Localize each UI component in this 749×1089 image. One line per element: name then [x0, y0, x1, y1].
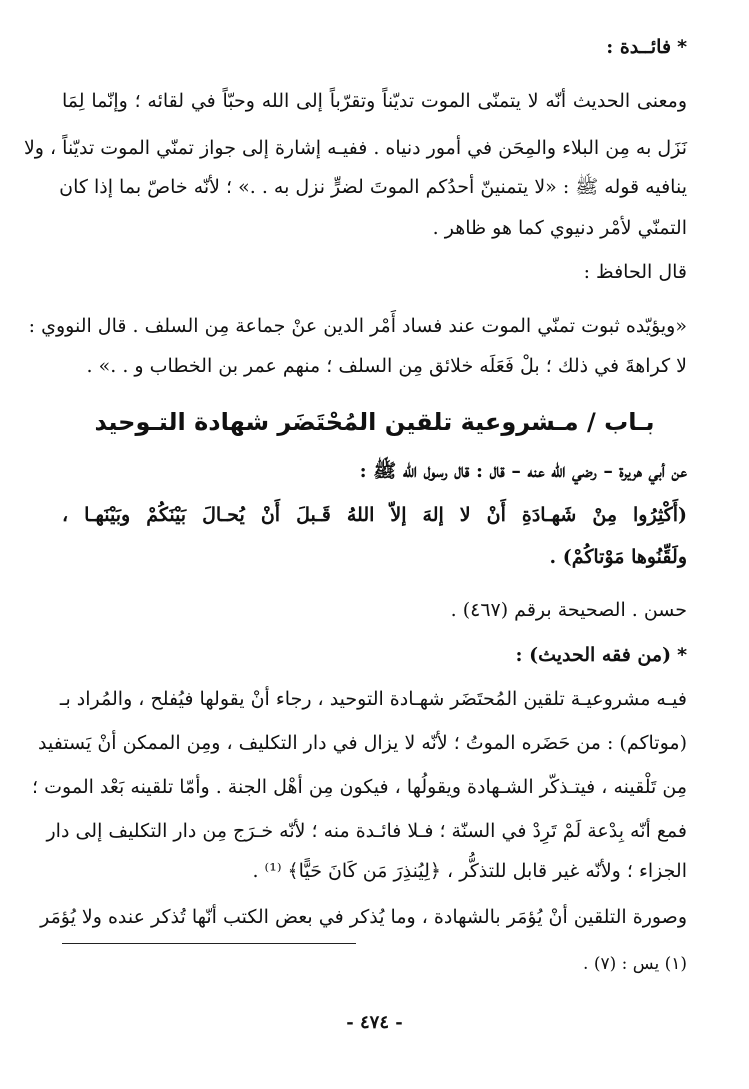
fiqh-line-3: مِن تَلْقينه ، فيتـذكّر الشـهادة ويقولُها ، فيكون مِن أهْل الجنة . وأمّا تلقينه بَعْد الموت ؛ [32, 776, 687, 798]
fayda-line-3: ينافيه قوله ﷺ : «لا يتمنينّ أحدُكم الموتَ لضرٍّ نزل به . .» ؛ لأنّه خاصّ بما إذا كان [59, 176, 687, 198]
hafiz-label: قال الحافظ : [583, 261, 687, 283]
fiqh-heading-text: (من فقه الحديث) : [515, 644, 672, 666]
fayda-line-1: ومعنى الحديث أنّه لا يتمنّى الموت تديّناً وتقرّباً إلى الله وحبّاً في لقائه ؛ وإنّما لِمَا [62, 90, 687, 112]
narration-intro: عن أبي هريرة – رضي الله عنه – قال : قال رسول الله ﷺ : [359, 460, 687, 482]
fiqh-line-5: الجزاء ؛ ولأنّه غير قابل للتذكُّر ، ﴿لِيُنذِرَ مَن كَانَ حَيًّا﴾ ⁽¹⁾ . [252, 860, 687, 882]
fiqh-line-4: فمع أنّه بِدْعة لَمْ تَرِدْ في السنّة ؛ فـلا فائـدة منه ؛ لأنّه خـرَج مِن دار التكليف إلى دار [46, 820, 687, 842]
fayda-line-2: نَزَل به مِن البلاء والمِحَن في أمور دنياه . ففيـه إشارة إلى جواز تمنّي الموت تديّناً ، ولا [23, 137, 687, 159]
hadith-grading: حسن . الصحيحة برقم (٤٦٧) . [450, 599, 687, 621]
fiqh-heading [515, 646, 687, 665]
fiqh-line-2: (موتاكم) : من حَضَره الموتُ ؛ لأنّه لا يزال في دار التكليف ، ومِن الممكن أنْ يَستفيد [38, 732, 687, 754]
hadith-line-1: (أَكْثِرُوا مِنْ شَهـادَةِ أَنْ لا إلهَ إلاّ اللهُ قَـبلَ أَنْ يُحـالَ بَيْنَكُمْ وبَيْنَهـا ، [62, 504, 687, 526]
last-paragraph-line-1: وصورة التلقين أنْ يُؤمَر بالشهادة ، وما يُذكر في بعض الكتب أنّها تُذكر عنده ولا يُؤمَر [40, 906, 687, 928]
fayda-line-4: التمنّي لأمْر دنيوي كما هو ظاهر . [432, 217, 687, 239]
hadith-line-2: ولَقِّنُوها مَوْتاكُمْ) . [549, 546, 687, 568]
asterisk-icon: * [677, 644, 687, 666]
fayda-heading-text: فائــدة : [606, 36, 672, 58]
hafiz-quote-line-1: «ويؤيّده ثبوت تمنّي الموت عند فساد أَمْر الدين عنْ جماعة مِن السلف . قال النووي : [28, 315, 687, 337]
page-number: - ٤٧٤ - [346, 1012, 403, 1033]
fiqh-line-1: فيـه مشروعيـة تلقين المُحتَضَر شهـادة التوحيد ، رجاء أنْ يقولها فيُفلح ، والمُراد بـ [59, 688, 687, 710]
hafiz-quote-line-2: لا كراهةَ في ذلك ؛ بلْ فَعَلَه خلائق مِن السلف ؛ منهم عمر بن الخطاب و . .» . [86, 355, 687, 377]
footnote: (١) يس : (٧) . [583, 954, 687, 974]
fayda-heading [606, 38, 687, 57]
footnote-divider [62, 943, 356, 944]
asterisk-icon: * [677, 36, 687, 58]
chapter-heading: بـاب / مـشروعية تلقين المُحْتَضَر شهادة التـوحيد [94, 408, 655, 436]
